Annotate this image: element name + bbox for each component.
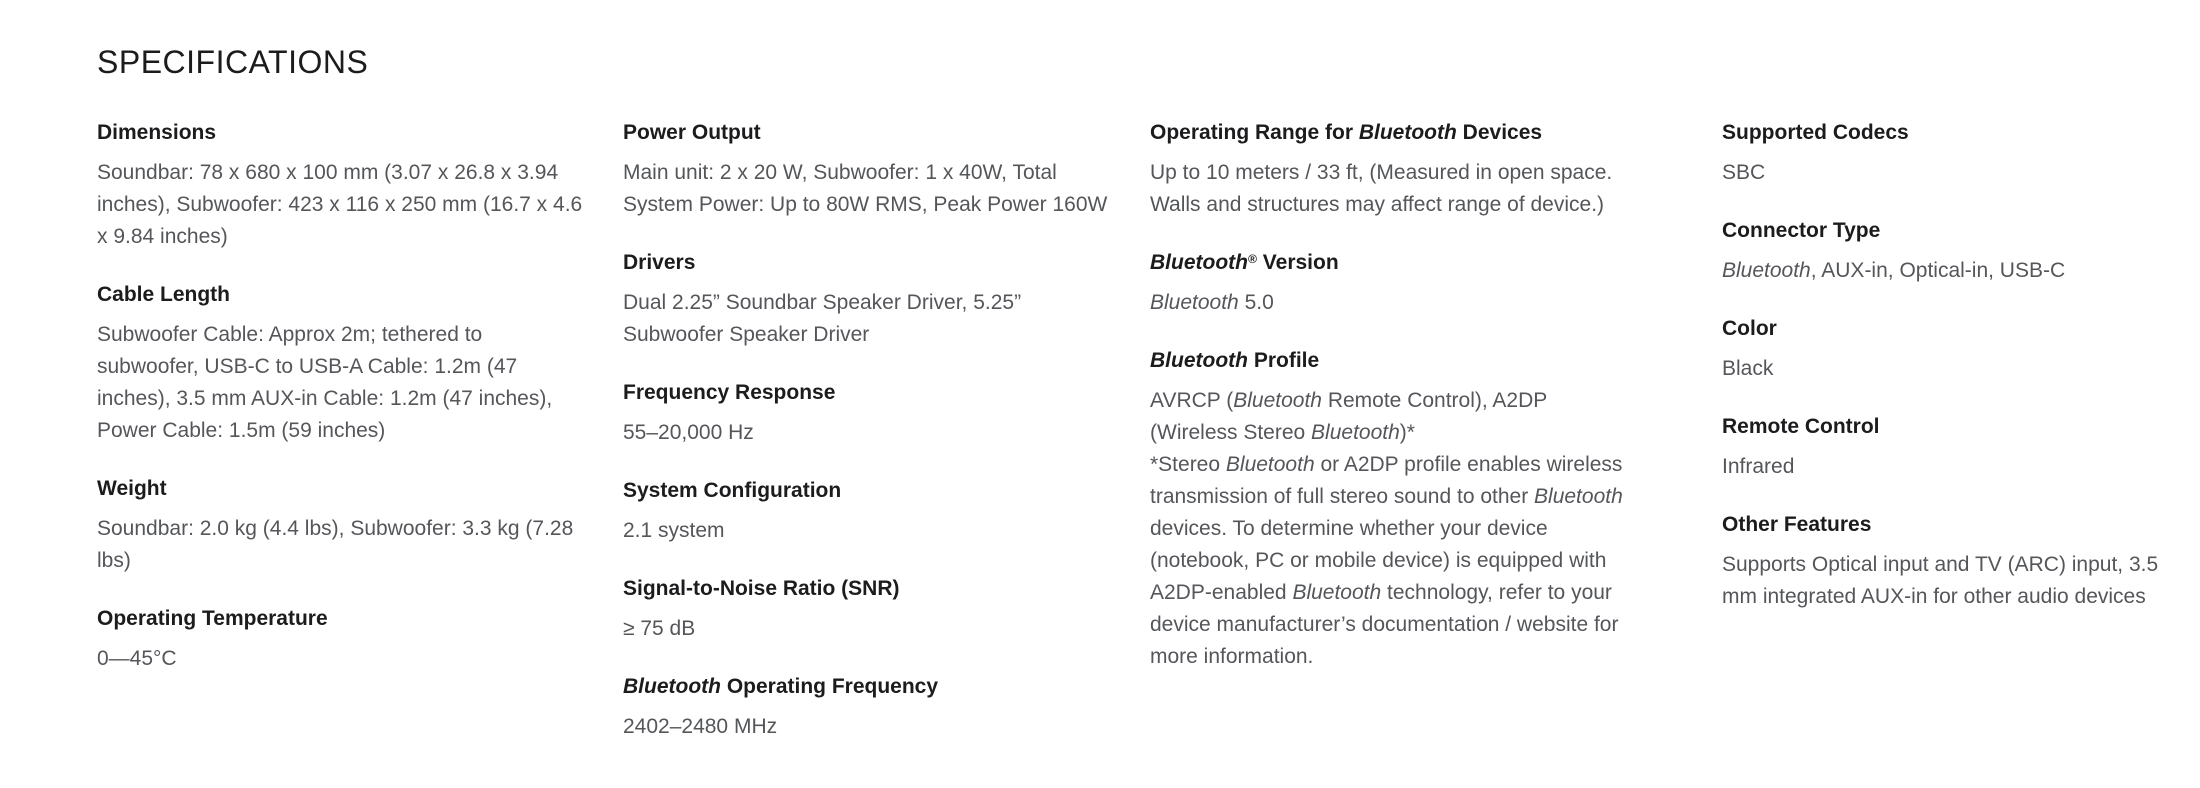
- spec-section: [623, 675, 1114, 743]
- spec-columns: [97, 121, 2200, 773]
- spec-column-3: [1150, 121, 1722, 703]
- text: Profile: [1247, 349, 1320, 372]
- text: Infrared: [1722, 455, 1795, 478]
- text: Weight: [97, 477, 167, 500]
- spec-column-2: [623, 121, 1150, 773]
- text: Operating Range for: [1150, 121, 1359, 144]
- italic-text: Bluetooth: [1292, 581, 1382, 604]
- spec-section: [1722, 317, 2170, 385]
- text: *Stereo: [1150, 453, 1226, 476]
- text: Black: [1722, 357, 1774, 380]
- spec-section: [1722, 121, 2170, 189]
- italic-text: Bluetooth: [1150, 291, 1239, 314]
- text: devices. To determine whether your device (notebook, PC or mobile device) is equipped with A2DP-enabled: [1150, 517, 1607, 604]
- text: Operating Temperature: [97, 607, 328, 630]
- spec-heading: [1150, 251, 1630, 275]
- spec-value: [97, 319, 587, 447]
- spec-section: [623, 577, 1114, 645]
- text: Remote Control), A2DP (Wireless Stereo: [1150, 389, 1547, 444]
- text: Color: [1722, 317, 1777, 340]
- spec-heading: [97, 283, 587, 307]
- spec-value: [1722, 353, 2170, 385]
- italic-text: Bluetooth: [1722, 259, 1811, 282]
- spec-section: [623, 121, 1114, 221]
- spec-heading: [97, 607, 587, 631]
- text: Main unit: 2 x 20 W, Subwoofer: 1 x 40W, Total System Power: Up to 80W RMS, Peak Power 160W: [623, 161, 1108, 216]
- spec-section: [623, 251, 1114, 351]
- italic-text: Bluetooth: [1150, 251, 1248, 274]
- text: 0—45°C: [97, 647, 177, 670]
- text: Subwoofer Cable: Approx 2m; tethered to subwoofer, USB-C to USB-A Cable: 1.2m (47 inches), 3.5 mm AUX-in Cable: 1.2m (47 inches), Power Cable: 1.5m (59 inches): [97, 323, 553, 442]
- spec-value: [1722, 255, 2170, 287]
- spec-section: [97, 283, 587, 447]
- spec-column-1: [97, 121, 623, 705]
- italic-text: Bluetooth: [1358, 121, 1457, 144]
- text: Devices: [1456, 121, 1543, 144]
- spec-heading: [1150, 349, 1630, 373]
- spec-section: [1150, 251, 1630, 319]
- text: Dimensions: [97, 121, 217, 144]
- spec-heading: [623, 381, 1114, 405]
- spec-value: [1150, 385, 1630, 673]
- spec-heading: [1722, 121, 2170, 145]
- text: )*: [1399, 421, 1415, 444]
- italic-text: Bluetooth: [1150, 349, 1248, 372]
- spec-section: [1150, 121, 1630, 221]
- text: Signal-to-Noise Ratio (SNR): [623, 577, 900, 600]
- text: 2402–2480 MHz: [623, 715, 778, 738]
- spec-heading: [623, 577, 1114, 601]
- text: Version: [1256, 251, 1339, 274]
- italic-text: Bluetooth: [1311, 421, 1400, 444]
- text: Up to 10 meters / 33 ft, (Measured in open space. Walls and structures may affect range of device.): [1150, 161, 1613, 216]
- spec-heading: [1722, 513, 2170, 537]
- text: Drivers: [623, 251, 696, 274]
- text: Supports Optical input and TV (ARC) input, 3.5 mm integrated AUX-in for other audio devices: [1722, 553, 2159, 608]
- text: Supported Codecs: [1722, 121, 1909, 144]
- spec-value: [97, 513, 587, 577]
- text: System Configuration: [623, 479, 842, 502]
- spec-section: [1722, 219, 2170, 287]
- spec-heading: [97, 477, 587, 501]
- text: ≥ 75 dB: [623, 617, 696, 640]
- spec-value: [623, 711, 1114, 743]
- italic-text: Bluetooth: [1534, 485, 1623, 508]
- text: Operating Frequency: [720, 675, 939, 698]
- text: Frequency Response: [623, 381, 836, 404]
- spec-heading: [1150, 121, 1630, 145]
- text: Cable Length: [97, 283, 231, 306]
- spec-section: [623, 381, 1114, 449]
- spec-section: [1722, 513, 2170, 613]
- text: , AUX-in, Optical-in, USB-C: [1810, 259, 2066, 282]
- spec-heading: [1722, 415, 2170, 439]
- italic-text: Bluetooth: [1233, 389, 1322, 412]
- superscript-text: ®: [1247, 251, 1257, 266]
- spec-section: [97, 477, 587, 577]
- spec-section: [1722, 415, 2170, 483]
- page-title: SPECIFICATIONS: [97, 44, 369, 80]
- text: Soundbar: 2.0 kg (4.4 lbs), Subwoofer: 3.3 kg (7.28 lbs): [97, 517, 574, 572]
- spec-section: [623, 479, 1114, 547]
- text: SBC: [1722, 161, 1766, 184]
- spec-heading: [1722, 219, 2170, 243]
- text: 5.0: [1238, 291, 1274, 314]
- italic-text: Bluetooth: [1225, 453, 1315, 476]
- text: or A2DP profile enables wireless transmission of full stereo sound to other: [1150, 453, 1623, 508]
- spec-value: [1150, 287, 1630, 319]
- text: technology, refer to your device manufacturer’s documentation / website for more information.: [1150, 581, 1619, 668]
- spec-value: [623, 287, 1114, 351]
- text: 2.1 system: [623, 519, 725, 542]
- spec-value: [1150, 157, 1630, 221]
- text: Dual 2.25” Soundbar Speaker Driver, 5.25” Subwoofer Speaker Driver: [623, 291, 1022, 346]
- spec-heading: [623, 251, 1114, 275]
- text: 55–20,000 Hz: [623, 421, 754, 444]
- text: AVRCP (: [1150, 389, 1234, 412]
- text: Soundbar: 78 x 680 x 100 mm (3.07 x 26.8 x 3.94 inches), Subwoofer: 423 x 116 x 250 mm (16.7 x 4.6 x 9.84 inches): [97, 161, 583, 248]
- text: Power Output: [623, 121, 761, 144]
- spec-value: [623, 417, 1114, 449]
- spec-section: [97, 607, 587, 675]
- spec-value: [97, 643, 587, 675]
- italic-text: Bluetooth: [623, 675, 721, 698]
- text: Connector Type: [1722, 219, 1881, 242]
- spec-value: [1722, 157, 2170, 189]
- spec-value: [97, 157, 587, 253]
- spec-value: [1722, 451, 2170, 483]
- spec-heading: [97, 121, 587, 145]
- spec-value: [623, 157, 1114, 221]
- spec-value: [623, 613, 1114, 645]
- text: Remote Control: [1722, 415, 1880, 438]
- spec-section: [1150, 349, 1630, 673]
- text: Other Features: [1722, 513, 1872, 536]
- spec-column-4: [1722, 121, 2200, 643]
- spec-heading: [1722, 317, 2170, 341]
- spec-heading: [623, 479, 1114, 503]
- spec-section: [97, 121, 587, 253]
- spec-value: [623, 515, 1114, 547]
- spec-heading: [623, 121, 1114, 145]
- spec-heading: [623, 675, 1114, 699]
- spec-value: [1722, 549, 2170, 613]
